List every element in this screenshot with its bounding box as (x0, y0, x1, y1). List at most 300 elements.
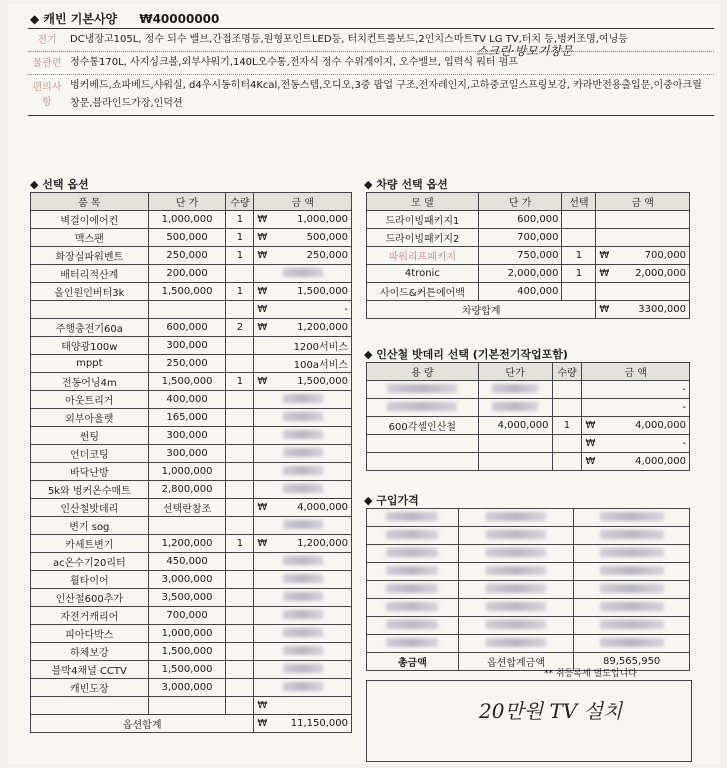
purchase-table (366, 508, 690, 671)
cabin-title: ◆ 캐빈 기본사양 (30, 12, 118, 26)
option-price: 2,800,000 (148, 481, 226, 499)
table-row (31, 373, 352, 391)
options-title: ◆ 선택 옵션 (30, 178, 89, 191)
option-price: 200,000 (148, 265, 226, 283)
amount-value: 500,000 (306, 232, 348, 243)
redacted-cell (574, 563, 690, 581)
col-header: 모 델 (367, 193, 479, 211)
option-qty (226, 355, 254, 373)
table-row (367, 635, 690, 653)
option-price: 250,000 (148, 355, 226, 373)
amount-value: 1,200,000 (297, 538, 348, 549)
currency-sign: ₩ (257, 250, 268, 261)
redaction-blur (283, 574, 323, 583)
vehicle-option-name: 4tronic (367, 265, 479, 283)
option-name: 올인원인버터3k (31, 283, 149, 301)
redaction-blur (283, 628, 323, 637)
option-name: 카세트변기 (31, 535, 149, 553)
option-total-label: 옵션합계금액 (458, 653, 574, 671)
redaction-blur (283, 646, 323, 655)
amount-value: 4,000,000 (297, 502, 348, 513)
option-price: 165,000 (148, 409, 226, 427)
vehicle-option-price: 2,000,000 (478, 265, 562, 283)
option-name (31, 301, 149, 319)
currency-sign: ₩ (257, 304, 268, 315)
amount-value: 1200서비스 (293, 342, 348, 353)
battery-name (367, 435, 479, 453)
option-price: 1,500,000 (148, 661, 226, 679)
redacted-cell (254, 643, 352, 661)
total-label: 총금액 (367, 653, 459, 671)
option-qty (226, 625, 254, 643)
redaction-blur (486, 530, 546, 539)
redacted-cell (458, 509, 574, 527)
currency-sign: ₩ (257, 286, 268, 297)
option-name: mppt (31, 355, 149, 373)
redaction-blur (386, 512, 438, 521)
option-name: 태양광100w (31, 337, 149, 355)
table-row (367, 509, 690, 527)
currency-sign: ₩ (257, 718, 268, 729)
redaction-blur (486, 512, 546, 521)
table-row (31, 625, 352, 643)
amount-value: 700,000 (644, 250, 686, 261)
table-row (367, 417, 690, 435)
redaction-blur (600, 602, 664, 611)
table-row (31, 319, 352, 337)
option-price (148, 301, 226, 319)
currency-sign: ₩ (599, 268, 610, 279)
col-header: 금 액 (596, 193, 690, 211)
option-qty (226, 553, 254, 571)
option-name: 외부아울렛 (31, 409, 149, 427)
redaction-blur (283, 394, 323, 403)
redaction-blur (283, 268, 323, 277)
table-row (367, 617, 690, 635)
amount-value: 1,500,000 (297, 286, 348, 297)
table-row (31, 589, 352, 607)
vehicle-title: ◆ 차량 선택 옵션 (364, 178, 448, 191)
redaction-blur (600, 584, 664, 593)
vehicle-option-select: 1 (562, 265, 596, 283)
redaction-blur (492, 384, 538, 393)
battery-price (478, 453, 552, 471)
redacted-cell (574, 599, 690, 617)
option-name: 5k와 벙커온수매트 (31, 481, 149, 499)
col-header: 금 액 (582, 363, 690, 381)
redaction-blur (386, 566, 438, 575)
option-name: 캐빈도장 (31, 679, 149, 697)
option-qty (226, 391, 254, 409)
vehicle-option-price: 700,000 (478, 229, 562, 247)
option-amount (254, 499, 352, 517)
redacted-cell (254, 571, 352, 589)
col-header: 단가 (478, 363, 552, 381)
currency-sign: ₩ (257, 232, 268, 243)
battery-price (478, 435, 552, 453)
option-qty: 1 (226, 535, 254, 553)
redacted-cell (254, 265, 352, 283)
currency-sign: ₩ (257, 700, 268, 711)
option-name: 언더코팅 (31, 445, 149, 463)
option-amount (254, 247, 352, 265)
table-row (367, 545, 690, 563)
battery-qty (552, 381, 582, 399)
option-name: 자전거캐리어 (31, 607, 149, 625)
redaction-blur (386, 602, 438, 611)
spec-row (28, 75, 714, 115)
table-row (31, 607, 352, 625)
redaction-blur (386, 548, 438, 557)
table-row (31, 661, 352, 679)
vehicle-option-amount (596, 265, 690, 283)
option-qty (226, 589, 254, 607)
redacted-cell (574, 545, 690, 563)
spec-row (28, 52, 714, 75)
vehicle-option-select (562, 211, 596, 229)
option-amount (254, 535, 352, 553)
table-row (31, 409, 352, 427)
option-price: 3,000,000 (148, 679, 226, 697)
option-qty (226, 481, 254, 499)
redaction-blur (492, 402, 538, 411)
option-amount (254, 319, 352, 337)
vehicle-table (366, 192, 690, 319)
redaction-blur (283, 466, 323, 475)
redaction-blur (283, 610, 323, 619)
total-amount: 89,565,950 (574, 653, 690, 671)
battery-qty (552, 399, 582, 417)
redaction-blur (283, 556, 323, 565)
spec-category: 편의사항 (32, 82, 62, 108)
redacted-cell (458, 581, 574, 599)
amount-value: 4,000,000 (635, 456, 686, 467)
vehicle-option-amount (596, 247, 690, 265)
battery-amount (582, 399, 690, 417)
amount-value: 1,500,000 (297, 376, 348, 387)
option-qty (226, 679, 254, 697)
option-name: 맥스팬 (31, 229, 149, 247)
battery-qty (552, 453, 582, 471)
table-row (31, 301, 352, 319)
table-row (31, 679, 352, 697)
option-price: 400,000 (148, 391, 226, 409)
col-header: 용 량 (367, 363, 479, 381)
amount-value: 4,000,000 (635, 420, 686, 431)
redaction-blur (283, 592, 323, 601)
table-row (31, 337, 352, 355)
redacted-cell (254, 391, 352, 409)
option-price: 1,000,000 (148, 211, 226, 229)
option-qty: 1 (226, 373, 254, 391)
battery-title: ◆ 인산철 밧데리 선택 (기본전기작업포함) (364, 348, 568, 361)
redacted-cell (367, 635, 459, 653)
table-row (31, 535, 352, 553)
battery-amount (582, 417, 690, 435)
option-price: 300,000 (148, 445, 226, 463)
redacted-cell (367, 381, 479, 399)
vehicle-option-amount (596, 283, 690, 301)
vehicle-option-select (562, 229, 596, 247)
redaction-blur (600, 620, 664, 629)
options-total-label: 옵션합계 (31, 715, 254, 733)
currency-sign: ₩ (599, 304, 610, 315)
redacted-cell (574, 635, 690, 653)
redaction-blur (387, 402, 457, 411)
option-name: 아웃트리거 (31, 391, 149, 409)
option-amount (254, 211, 352, 229)
table-row (31, 553, 352, 571)
option-price: 3,000,000 (148, 571, 226, 589)
table-row (367, 527, 690, 545)
option-amount (254, 355, 352, 373)
table-row (31, 481, 352, 499)
redaction-blur (600, 548, 664, 557)
currency-sign: ₩ (599, 250, 610, 261)
redaction-blur (283, 430, 323, 439)
redaction-blur (486, 620, 546, 629)
table-row (31, 391, 352, 409)
vehicle-option-amount (596, 211, 690, 229)
table-row (31, 445, 352, 463)
option-name: 배터리적산계 (31, 265, 149, 283)
spec-text: 정수통170L, 사지싱크볼,외부샤워기,140L오수통,전자식 정수 수위게이지, 오수밸브, 입력식 워터 펌프 (70, 57, 519, 68)
redaction-blur (283, 484, 323, 493)
option-amount (254, 697, 352, 715)
option-price: 1,000,000 (148, 463, 226, 481)
redaction-blur (486, 548, 546, 557)
vehicle-total-label: 차량합계 (367, 301, 596, 319)
table-row (31, 697, 352, 715)
table-row (367, 265, 690, 283)
option-qty (226, 265, 254, 283)
option-price: 1,500,000 (148, 373, 226, 391)
vehicle-option-price: 750,000 (478, 247, 562, 265)
option-name: 블박4채널 CCTV (31, 661, 149, 679)
battery-qty (552, 435, 582, 453)
option-name: 벽걸이에어컨 (31, 211, 149, 229)
redacted-cell (478, 381, 552, 399)
redacted-cell (367, 509, 459, 527)
col-header: 품 목 (31, 193, 149, 211)
currency-sign: ₩ (257, 214, 268, 225)
option-qty (226, 643, 254, 661)
redacted-cell (254, 679, 352, 697)
redacted-cell (458, 527, 574, 545)
table-row (31, 265, 352, 283)
table-row (367, 581, 690, 599)
battery-qty: 1 (552, 417, 582, 435)
redaction-blur (486, 584, 546, 593)
table-row (31, 643, 352, 661)
amount-value: 2,000,000 (635, 268, 686, 279)
handwritten-note: 20만원 TV 설치 (479, 699, 623, 723)
option-name: 전동어닝4m (31, 373, 149, 391)
redaction-blur (600, 512, 664, 521)
redaction-blur (386, 530, 438, 539)
amount-value: - (344, 304, 348, 315)
option-name: ac온수기20리터 (31, 553, 149, 571)
option-amount (254, 373, 352, 391)
redaction-blur (283, 448, 323, 457)
amount-value: - (682, 384, 686, 395)
redaction-blur (386, 638, 438, 647)
redacted-cell (574, 509, 690, 527)
option-price: 선택란참조 (148, 499, 226, 517)
option-price: 300,000 (148, 337, 226, 355)
redaction-blur (283, 412, 323, 421)
redacted-cell (254, 607, 352, 625)
currency-sign: ₩ (257, 376, 268, 387)
table-row (31, 211, 352, 229)
redaction-blur (387, 384, 457, 393)
option-price: 600,000 (148, 319, 226, 337)
table-row (31, 247, 352, 265)
option-price: 1,500,000 (148, 283, 226, 301)
table-row (31, 355, 352, 373)
option-qty (226, 409, 254, 427)
option-amount (254, 337, 352, 355)
currency-sign: ₩ (257, 538, 268, 549)
table-row (31, 499, 352, 517)
redacted-cell (478, 399, 552, 417)
option-amount (254, 301, 352, 319)
option-qty (226, 607, 254, 625)
redacted-cell (254, 589, 352, 607)
table-row (367, 435, 690, 453)
option-qty (226, 463, 254, 481)
battery-amount (582, 381, 690, 399)
table-row (367, 283, 690, 301)
redacted-cell (254, 517, 352, 535)
redacted-cell (254, 445, 352, 463)
col-header: 수량 (552, 363, 582, 381)
option-name: 바닥난방 (31, 463, 149, 481)
currency-sign: ₩ (257, 322, 268, 333)
option-name: 인산철600추가 (31, 589, 149, 607)
vehicle-option-select: 1 (562, 247, 596, 265)
spec-category: 전기 (37, 34, 57, 46)
table-row (367, 599, 690, 617)
tax-note: ** 취등록세 별도입니다 (544, 669, 637, 679)
table-row (31, 571, 352, 589)
redaction-blur (386, 584, 438, 593)
option-qty: 1 (226, 283, 254, 301)
vehicle-option-name: 파워리프패키지 (367, 247, 479, 265)
spec-text: 벙커베드,쇼파베드,샤워실, d4우시동히터4Kcal,전동스텝,오디오,3중 팝업 구조,전자레인지,고하중코일스프링보강, 카라반전용출입문,이중아크릴창문,블라인드가장,인덕션 (70, 80, 702, 109)
option-qty (226, 427, 254, 445)
option-qty (226, 571, 254, 589)
vehicle-option-price: 400,000 (478, 283, 562, 301)
redaction-blur (486, 566, 546, 575)
option-price: 450,000 (148, 553, 226, 571)
redaction-blur (600, 530, 664, 539)
battery-amount (582, 453, 690, 471)
redaction-blur (600, 638, 664, 647)
redacted-cell (458, 617, 574, 635)
table-row (367, 247, 690, 265)
vehicle-option-price: 600,000 (478, 211, 562, 229)
vehicle-option-name: 드라이빙패키지1 (367, 211, 479, 229)
option-name: 하체보강 (31, 643, 149, 661)
spec-row (28, 29, 714, 52)
option-name: 휠타이어 (31, 571, 149, 589)
redacted-cell (254, 409, 352, 427)
currency-sign: ₩ (585, 420, 596, 431)
amount-value: 1,000,000 (297, 214, 348, 225)
redacted-cell (574, 527, 690, 545)
redaction-blur (486, 602, 546, 611)
option-qty: 2 (226, 319, 254, 337)
amount-value: - (682, 438, 686, 449)
vehicle-total-amount (596, 301, 690, 319)
memo-box (366, 680, 692, 762)
col-header: 수량 (226, 193, 254, 211)
battery-table (366, 362, 690, 471)
redaction-blur (283, 682, 323, 691)
redaction-blur (283, 664, 323, 673)
amount-value: 11,150,000 (290, 718, 348, 729)
option-price: 1,200,000 (148, 535, 226, 553)
amount-value: 100a서비스 (293, 360, 348, 371)
redacted-cell (458, 545, 574, 563)
table-row (31, 427, 352, 445)
option-name (31, 697, 149, 715)
redacted-cell (254, 625, 352, 643)
col-header: 단 가 (148, 193, 226, 211)
redacted-cell (574, 581, 690, 599)
option-price: 3,500,000 (148, 589, 226, 607)
option-qty: 1 (226, 247, 254, 265)
redacted-cell (367, 527, 459, 545)
option-qty: 1 (226, 211, 254, 229)
col-header: 단 가 (478, 193, 562, 211)
options-total-row (31, 715, 352, 733)
redacted-cell (574, 617, 690, 635)
option-name: 피아다박스 (31, 625, 149, 643)
option-name: 주행충전기60a (31, 319, 149, 337)
redacted-cell (367, 545, 459, 563)
redacted-cell (254, 427, 352, 445)
col-header: 선택 (562, 193, 596, 211)
table-row (31, 229, 352, 247)
redaction-blur (600, 566, 664, 575)
table-row (367, 563, 690, 581)
option-price: 700,000 (148, 607, 226, 625)
option-amount (254, 283, 352, 301)
option-qty (226, 499, 254, 517)
option-price (148, 697, 226, 715)
vehicle-option-select (562, 283, 596, 301)
spec-text: DC냉장고105L, 정수 되수 밸브,간접조명등,원형포인트LED등, 터치컨트롤보드,2인치스마트TV LG TV,터치 등,벙커조명,여닝등 (70, 34, 628, 45)
option-qty: 1 (226, 229, 254, 247)
battery-amount (582, 435, 690, 453)
option-price (148, 517, 226, 535)
redacted-cell (458, 635, 574, 653)
vehicle-total-row (367, 301, 690, 319)
vehicle-option-amount (596, 229, 690, 247)
redacted-cell (254, 481, 352, 499)
option-qty (226, 301, 254, 319)
vehicle-option-name: 사이드&커튼에어백 (367, 283, 479, 301)
option-name: 화장실파워벤트 (31, 247, 149, 265)
currency-sign: ₩ (257, 502, 268, 513)
redacted-cell (367, 581, 459, 599)
options-total-amount (254, 715, 352, 733)
redacted-cell (367, 617, 459, 635)
col-header: 금 액 (254, 193, 352, 211)
table-row (367, 399, 690, 417)
